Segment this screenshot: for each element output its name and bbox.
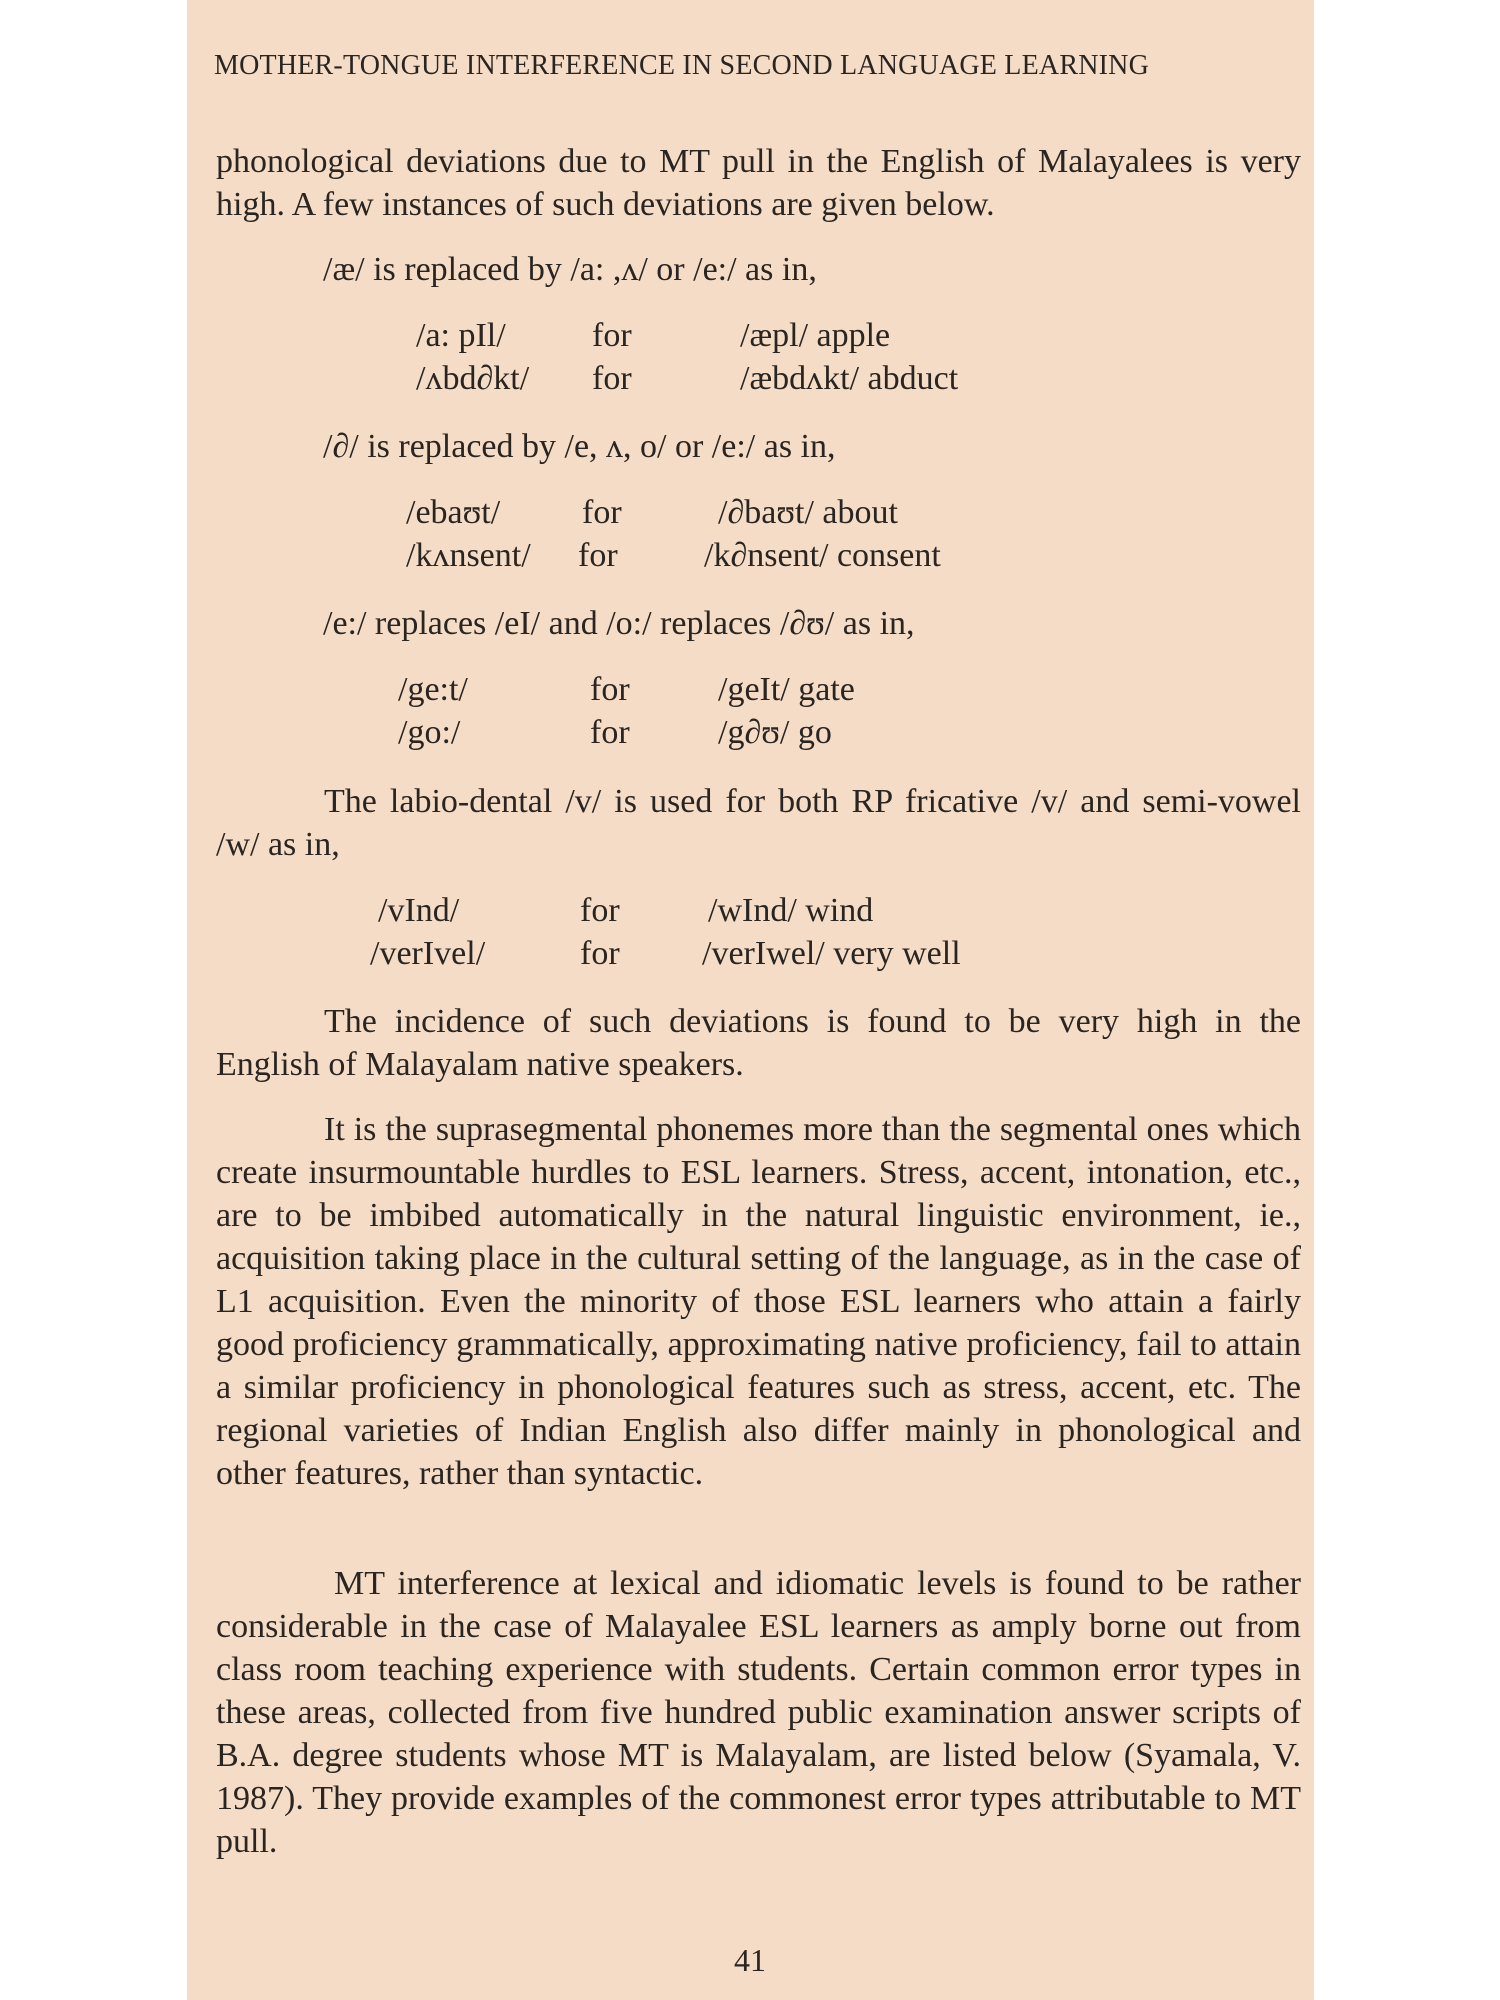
standard-form: /∂baʊt/ about [718, 494, 898, 531]
deviant-form: /ʌbd∂kt/ [416, 360, 530, 397]
standard-form: /verIwel/ very well [702, 935, 961, 972]
for-word: for [592, 317, 632, 354]
mt-interference-paragraph: MT interference at lexical and idiomatic levels is found to be rather considerable in the case of Malayalee ESL learners as amply borne out from class room teaching experience with students. Certain common error types in these areas, collected from five hundred public examination answer scripts of B.A. degree students whose MT is Malayalam, are listed below (Syamala, V. 1987). They provide examples of the commonest error types attributable to MT pull. [216, 1565, 1301, 1860]
standard-form: /geIt/ gate [718, 671, 855, 708]
for-word: for [582, 494, 622, 531]
deviant-form: /kʌnsent/ [406, 537, 531, 574]
intro-paragraph: phonological deviations due to MT pull in the English of Malayalees is very high. A few instances of such deviations are given below. [216, 143, 1301, 223]
standard-form: /æpl/ apple [740, 317, 891, 354]
for-word: for [590, 671, 630, 708]
for-word: for [578, 537, 618, 574]
for-word: for [580, 935, 620, 972]
incidence-paragraph: The incidence of such deviations is found to be very high in the English of Malayalam native speakers. [216, 1003, 1301, 1083]
running-title: MOTHER-TONGUE INTERFERENCE IN SECOND LANGUAGE LEARNING [214, 50, 1149, 81]
deviant-form: /a: pIl/ [416, 317, 506, 354]
deviant-form: /verIvel/ [370, 935, 486, 972]
for-word: for [590, 714, 630, 751]
rule-line-2: /∂/ is replaced by /e, ʌ, o/ or /e:/ as in, [323, 428, 836, 465]
page-number: 41 [734, 1942, 766, 1978]
rule-line-1: /æ/ is replaced by /a: ,ʌ/ or /e:/ as in, [323, 251, 817, 288]
deviant-form: /vInd/ [378, 892, 460, 929]
standard-form: /g∂ʊ/ go [718, 714, 832, 751]
for-word: for [592, 360, 632, 397]
suprasegmental-paragraph: It is the suprasegmental phonemes more than the segmental ones which create insurmountable hurdles to ESL learners. Stress, accent, intonation, etc., are to be imbibed automatically in the natural linguistic environment, ie., acquisition taking place in the cultural setting of the language, as in the case of L1 acquisition. Even the minority of those ESL learners who attain a fairly good proficiency grammatically, approximating native proficiency, fail to attain a similar proficiency in phonological features such as stress, accent, etc. The regional varieties of Indian English also differ mainly in phonological and other features, rather than syntactic. [216, 1111, 1301, 1492]
deviant-form: /ebaʊt/ [406, 494, 501, 531]
deviant-form: /go:/ [398, 714, 461, 751]
deviant-form: /ge:t/ [398, 671, 468, 708]
standard-form: /æbdʌkt/ abduct [740, 360, 959, 397]
labio-dental-paragraph: The labio-dental /v/ is used for both RP fricative /v/ and semi-vowel /w/ as in, [216, 783, 1301, 863]
rule-line-3: /e:/ replaces /eI/ and /o:/ replaces /∂ʊ/ as in, [323, 605, 915, 642]
for-word: for [580, 892, 620, 929]
standard-form: /wInd/ wind [708, 892, 874, 929]
standard-form: /k∂nsent/ consent [704, 537, 941, 574]
